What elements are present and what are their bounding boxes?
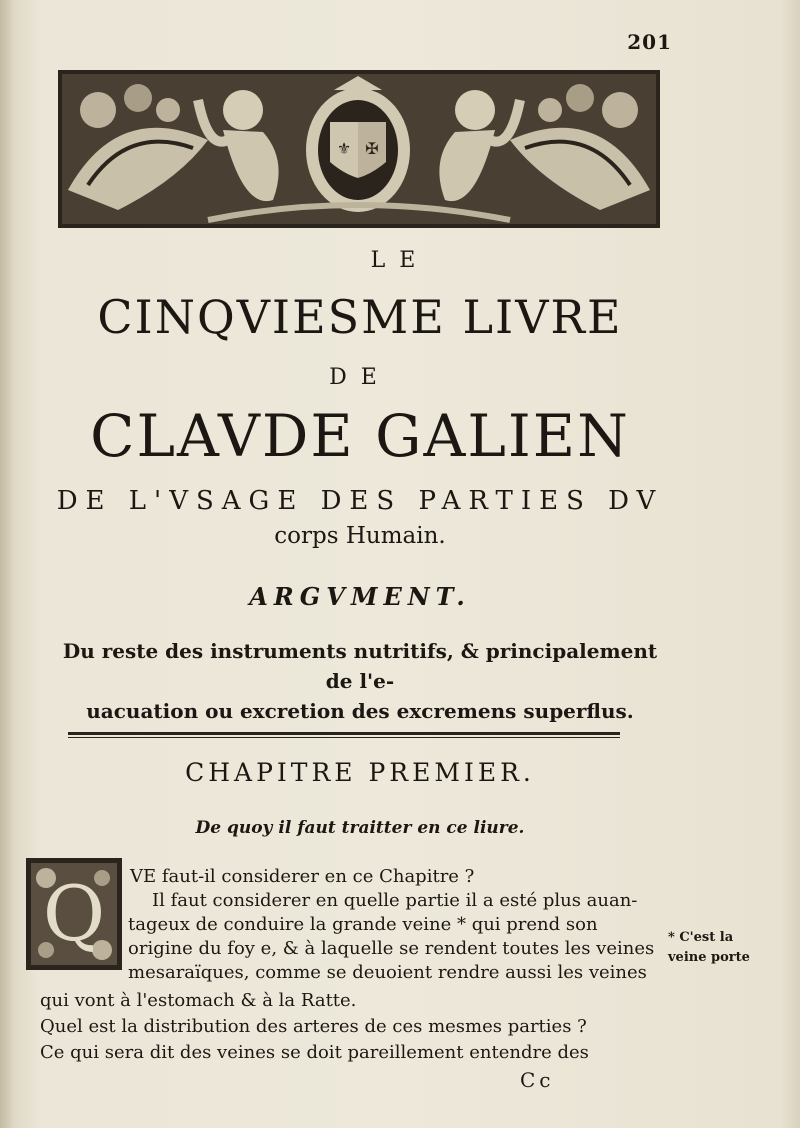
margin-note: * C'est la bbox=[668, 930, 734, 945]
divider-rule bbox=[68, 732, 620, 735]
body-line: origine du foy e, & à laquelle se rendent toutes les veines bbox=[128, 938, 655, 959]
catchword: Cc bbox=[520, 1068, 555, 1092]
argument-heading: ARGVMENT. bbox=[249, 582, 471, 611]
title-de: DE bbox=[329, 365, 391, 390]
body-line: tageux de conduire la grande veine * qui prend son bbox=[128, 914, 598, 935]
body-line: Quel est la distribution des arteres de ces mesmes parties ? bbox=[40, 1016, 587, 1037]
page-spine-shadow bbox=[0, 0, 14, 1128]
chapter-heading: CHAPITRE PREMIER. bbox=[185, 758, 535, 787]
page-number: 201 bbox=[627, 30, 672, 54]
body-line: Ce qui sera dit des veines se doit pareillement entendre des bbox=[40, 1042, 589, 1063]
svg-text:⚜: ⚜ bbox=[336, 139, 352, 158]
ornamental-headpiece-icon bbox=[58, 70, 660, 228]
argument-line: uacuation ou excretion des excremens superflus. bbox=[86, 699, 634, 723]
title-book-number: CINQVIESME LIVRE bbox=[97, 290, 623, 344]
divider-rule-thin bbox=[68, 737, 620, 738]
svg-text:✠: ✠ bbox=[365, 139, 379, 158]
margin-note: veine porte bbox=[668, 950, 750, 965]
body-line: VE faut-il considerer en ce Chapitre ? bbox=[130, 866, 475, 887]
title-subject: DE L'VSAGE DES PARTIES DV bbox=[56, 486, 664, 516]
initial-letter: Q bbox=[42, 869, 106, 958]
title-le: LE bbox=[370, 248, 430, 273]
body-line: Il faut considerer en quelle partie il a esté plus auan- bbox=[152, 890, 638, 911]
chapter-subheading: De quoy il faut traitter en ce liure. bbox=[195, 818, 525, 838]
argument-summary bbox=[60, 636, 660, 726]
body-line: qui vont à l'estomach & à la Ratte. bbox=[40, 990, 357, 1011]
decorated-initial bbox=[26, 858, 122, 970]
argument-line: Du reste des instruments nutritifs, & principalement de l'e- bbox=[62, 639, 658, 693]
title-author: CLAVDE GALIEN bbox=[90, 402, 630, 470]
body-line: mesaraïques, comme se deuoient rendre aussi les veines bbox=[128, 962, 647, 983]
title-subject-cont: corps Humain. bbox=[274, 523, 446, 549]
